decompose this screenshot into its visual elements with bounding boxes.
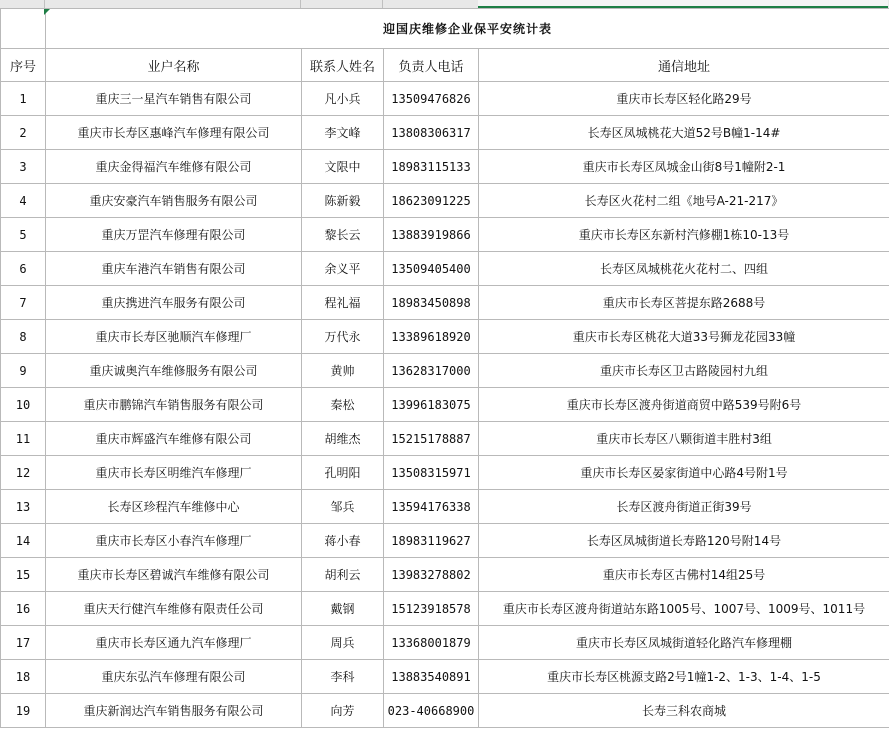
cell-name[interactable]: 重庆诚奥汽车维修服务有限公司 xyxy=(46,354,302,388)
cell-name[interactable]: 重庆市长寿区碧诚汽车维修有限公司 xyxy=(46,558,302,592)
cell-contact[interactable]: 李文峰 xyxy=(302,116,384,150)
cell-contact[interactable]: 凡小兵 xyxy=(302,82,384,116)
table-row xyxy=(1,660,889,694)
table-row xyxy=(1,218,889,252)
table-row xyxy=(1,286,889,320)
cell-name[interactable]: 重庆市鹏锦汽车销售服务有限公司 xyxy=(46,388,302,422)
cell-phone[interactable]: 13883540891 xyxy=(384,660,479,694)
table-row xyxy=(1,558,889,592)
cell-address[interactable]: 重庆市长寿区古佛村14组25号 xyxy=(479,558,889,592)
cell-name[interactable]: 长寿区珍程汽车维修中心 xyxy=(46,490,302,524)
cell-name[interactable]: 重庆市辉盛汽车维修有限公司 xyxy=(46,422,302,456)
cell-address[interactable]: 重庆市长寿区渡舟街道站东路1005号、1007号、1009号、1011号 xyxy=(479,592,889,626)
cell-address[interactable]: 重庆市长寿区东新村汽修棚1栋10-13号 xyxy=(479,218,889,252)
cell-phone[interactable]: 13594176338 xyxy=(384,490,479,524)
cell-address[interactable]: 重庆市长寿区晏家街道中心路4号附1号 xyxy=(479,456,889,490)
cell-phone[interactable]: 13808306317 xyxy=(384,116,479,150)
cell-no[interactable]: 9 xyxy=(1,354,46,388)
cell-no[interactable]: 17 xyxy=(1,626,46,660)
cell-no[interactable]: 8 xyxy=(1,320,46,354)
cell-no[interactable]: 18 xyxy=(1,660,46,694)
cell-phone[interactable]: 18983115133 xyxy=(384,150,479,184)
cell-phone[interactable]: 023-40668900 xyxy=(384,694,479,728)
cell-address[interactable]: 重庆市长寿区八颗街道丰胜村3组 xyxy=(479,422,889,456)
cell-contact[interactable]: 李科 xyxy=(302,660,384,694)
cell-address[interactable]: 长寿区凤城桃花火花村二、四组 xyxy=(479,252,889,286)
cell-contact[interactable]: 文限中 xyxy=(302,150,384,184)
table-row xyxy=(1,354,889,388)
cell-name[interactable]: 重庆新润达汽车销售服务有限公司 xyxy=(46,694,302,728)
cell-no[interactable]: 12 xyxy=(1,456,46,490)
table-row xyxy=(1,524,889,558)
header-phone[interactable]: 负责人电话 xyxy=(384,49,479,82)
cell-contact[interactable]: 周兵 xyxy=(302,626,384,660)
cell-contact[interactable]: 黄帅 xyxy=(302,354,384,388)
cell-contact[interactable]: 孔明阳 xyxy=(302,456,384,490)
cell-phone[interactable]: 13983278802 xyxy=(384,558,479,592)
cell-name[interactable]: 重庆市长寿区小春汽车修理厂 xyxy=(46,524,302,558)
cell-no[interactable]: 7 xyxy=(1,286,46,320)
table-row xyxy=(1,422,889,456)
cell-name[interactable]: 重庆金得福汽车维修有限公司 xyxy=(46,150,302,184)
table-row xyxy=(1,592,889,626)
table-row xyxy=(1,456,889,490)
cell-phone[interactable]: 15123918578 xyxy=(384,592,479,626)
header-name[interactable]: 业户名称 xyxy=(46,49,302,82)
cell-phone[interactable]: 15215178887 xyxy=(384,422,479,456)
cell-name[interactable]: 重庆市长寿区惠峰汽车修理有限公司 xyxy=(46,116,302,150)
cell-contact[interactable]: 程礼福 xyxy=(302,286,384,320)
cell-address[interactable]: 重庆市长寿区卫古路陵园村九组 xyxy=(479,354,889,388)
header-row xyxy=(1,49,889,82)
header-contact[interactable]: 联系人姓名 xyxy=(302,49,384,82)
cell-contact[interactable]: 陈新毅 xyxy=(302,184,384,218)
cell-contact[interactable]: 余义平 xyxy=(302,252,384,286)
cell-phone[interactable]: 13508315971 xyxy=(384,456,479,490)
cell-phone[interactable]: 18983450898 xyxy=(384,286,479,320)
cell-phone[interactable]: 13509405400 xyxy=(384,252,479,286)
cell-phone[interactable]: 13368001879 xyxy=(384,626,479,660)
table-row xyxy=(1,490,889,524)
cell-name[interactable]: 重庆市长寿区明维汽车修理厂 xyxy=(46,456,302,490)
cell-phone[interactable]: 13509476826 xyxy=(384,82,479,116)
cell-phone[interactable]: 13883919866 xyxy=(384,218,479,252)
cell-no[interactable]: 4 xyxy=(1,184,46,218)
cell-no[interactable]: 10 xyxy=(1,388,46,422)
table-row xyxy=(1,150,889,184)
cell-no[interactable]: 1 xyxy=(1,82,46,116)
cell-no[interactable]: 19 xyxy=(1,694,46,728)
title-row xyxy=(1,9,889,49)
cell-contact[interactable]: 蒋小春 xyxy=(302,524,384,558)
cell-name[interactable]: 重庆车港汽车销售有限公司 xyxy=(46,252,302,286)
cell-address[interactable]: 长寿区凤城街道长寿路120号附14号 xyxy=(479,524,889,558)
cell-no[interactable]: 16 xyxy=(1,592,46,626)
cell-address[interactable]: 重庆市长寿区桃源支路2号1幢1-2、1-3、1-4、1-5 xyxy=(479,660,889,694)
table-row xyxy=(1,116,889,150)
cell-contact[interactable]: 胡利云 xyxy=(302,558,384,592)
cell-address[interactable]: 重庆市长寿区凤城金山街8号1幢附2-1 xyxy=(479,150,889,184)
cell-phone[interactable]: 13389618920 xyxy=(384,320,479,354)
header-no[interactable]: 序号 xyxy=(1,49,46,82)
cell-contact[interactable]: 胡维杰 xyxy=(302,422,384,456)
cell-name[interactable]: 重庆安豪汽车销售服务有限公司 xyxy=(46,184,302,218)
cell-address[interactable]: 重庆市长寿区桃花大道33号狮龙花园33幢 xyxy=(479,320,889,354)
table-row xyxy=(1,388,889,422)
blank-corner-cell[interactable] xyxy=(1,9,46,49)
cell-phone[interactable]: 18623091225 xyxy=(384,184,479,218)
cell-address[interactable]: 长寿三科农商城 xyxy=(479,694,889,728)
cell-name[interactable]: 重庆市长寿区通九汽车修理厂 xyxy=(46,626,302,660)
cell-no[interactable]: 2 xyxy=(1,116,46,150)
cell-address[interactable]: 重庆市长寿区轻化路29号 xyxy=(479,82,889,116)
cell-contact[interactable]: 黎长云 xyxy=(302,218,384,252)
cell-name[interactable]: 重庆万罡汽车修理有限公司 xyxy=(46,218,302,252)
table-row xyxy=(1,320,889,354)
cell-no[interactable]: 11 xyxy=(1,422,46,456)
cell-phone[interactable]: 13628317000 xyxy=(384,354,479,388)
table-row xyxy=(1,82,889,116)
table-row xyxy=(1,252,889,286)
cell-no[interactable]: 14 xyxy=(1,524,46,558)
cell-contact[interactable]: 邹兵 xyxy=(302,490,384,524)
header-address[interactable]: 通信地址 xyxy=(479,49,889,82)
cell-no[interactable]: 5 xyxy=(1,218,46,252)
cell-contact[interactable]: 向芳 xyxy=(302,694,384,728)
cell-phone[interactable]: 18983119627 xyxy=(384,524,479,558)
cell-name[interactable]: 重庆携进汽车服务有限公司 xyxy=(46,286,302,320)
cell-contact[interactable]: 秦松 xyxy=(302,388,384,422)
cell-address[interactable]: 重庆市长寿区菩提东路2688号 xyxy=(479,286,889,320)
cell-address[interactable]: 重庆市长寿区凤城街道轻化路汽车修理棚 xyxy=(479,626,889,660)
statistics-table xyxy=(0,8,889,728)
cell-no[interactable]: 6 xyxy=(1,252,46,286)
sheet-title[interactable]: 迎国庆维修企业保平安统计表 xyxy=(46,9,889,49)
table-row xyxy=(1,626,889,660)
cell-name[interactable]: 重庆市长寿区驰顺汽车修理厂 xyxy=(46,320,302,354)
selected-cell-marker xyxy=(44,9,50,15)
table-row xyxy=(1,184,889,218)
active-column-header[interactable] xyxy=(478,0,888,8)
cell-name[interactable]: 重庆东弘汽车修理有限公司 xyxy=(46,660,302,694)
table-row xyxy=(1,694,889,728)
cell-no[interactable]: 13 xyxy=(1,490,46,524)
cell-address[interactable]: 长寿区火花村二组《地号A-21-217》 xyxy=(479,184,889,218)
cell-no[interactable]: 3 xyxy=(1,150,46,184)
cell-phone[interactable]: 13996183075 xyxy=(384,388,479,422)
cell-address[interactable]: 重庆市长寿区渡舟街道商贸中路539号附6号 xyxy=(479,388,889,422)
cell-name[interactable]: 重庆天行健汽车维修有限责任公司 xyxy=(46,592,302,626)
cell-contact[interactable]: 戴钢 xyxy=(302,592,384,626)
cell-address[interactable]: 长寿区凤城桃花大道52号B幢1-14# xyxy=(479,116,889,150)
cell-name[interactable]: 重庆三一星汽车销售有限公司 xyxy=(46,82,302,116)
cell-no[interactable]: 15 xyxy=(1,558,46,592)
cell-contact[interactable]: 万代永 xyxy=(302,320,384,354)
cell-address[interactable]: 长寿区渡舟街道正街39号 xyxy=(479,490,889,524)
